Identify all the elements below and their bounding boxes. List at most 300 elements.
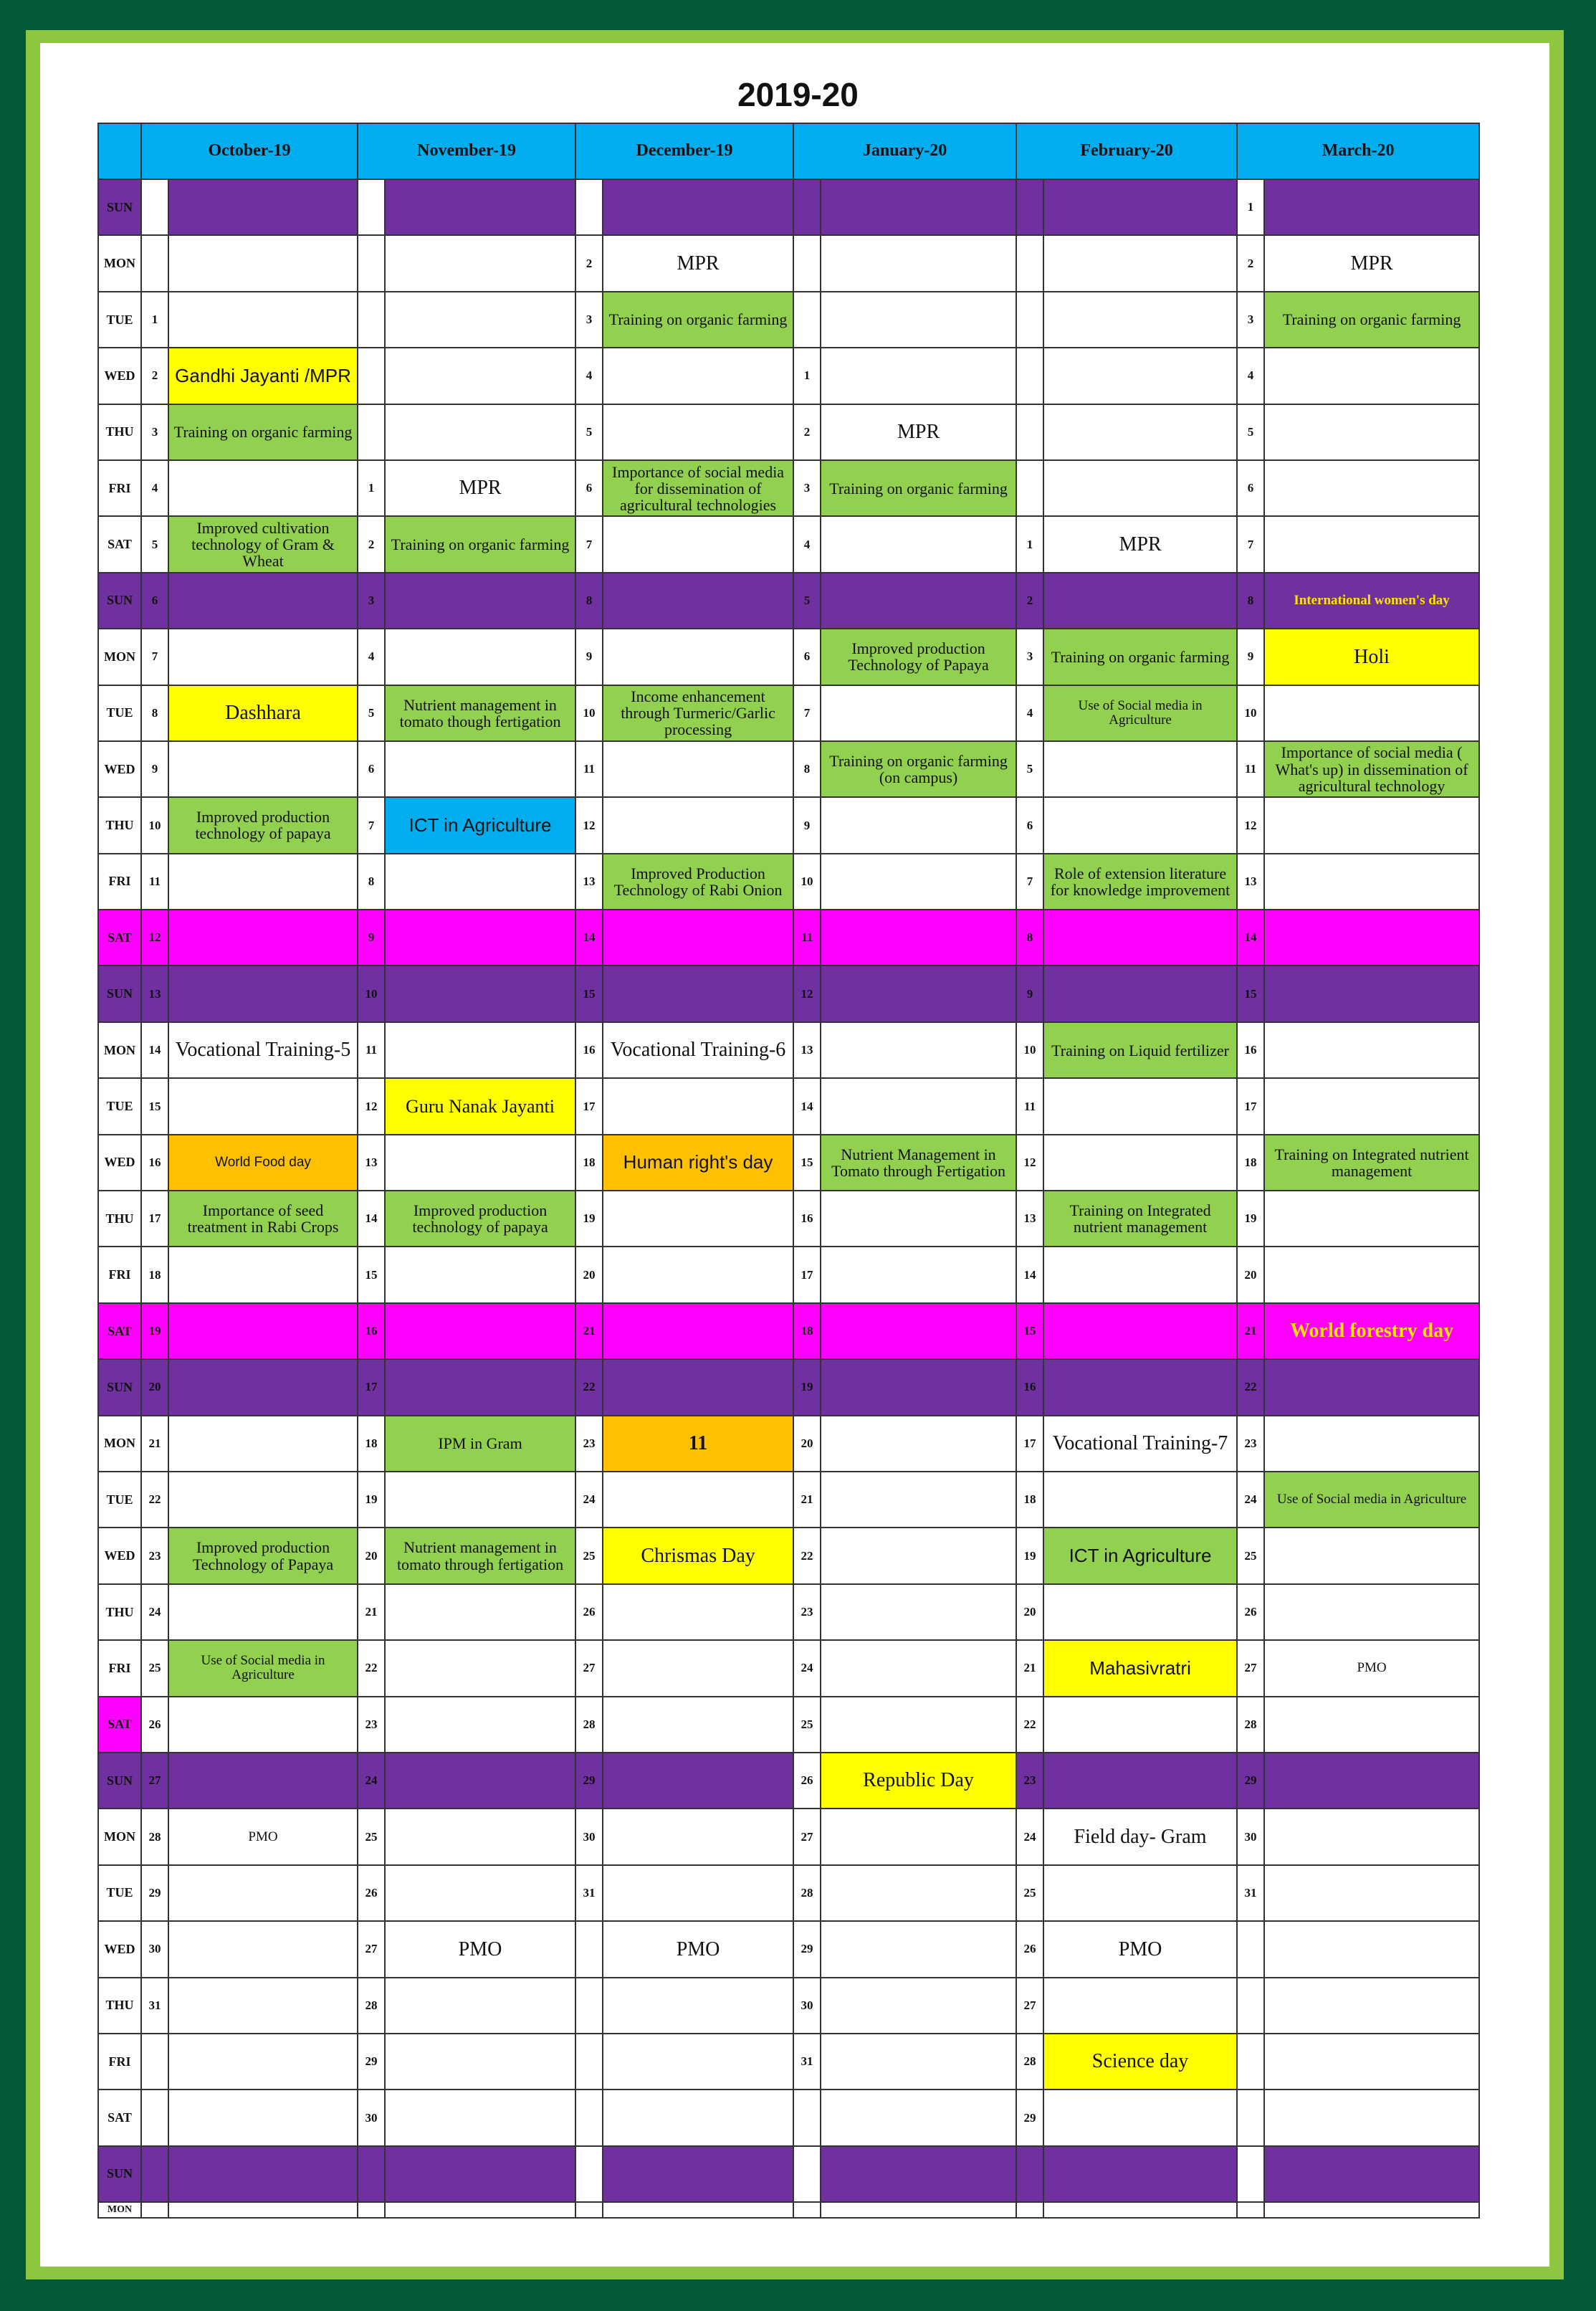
- day-row: [98, 1472, 1479, 1528]
- date-number: [1237, 2090, 1264, 2145]
- weekday-label: TUE: [98, 1472, 141, 1528]
- weekday-label: WED: [98, 741, 141, 797]
- date-number: [358, 179, 385, 235]
- weekday-label: TUE: [98, 1865, 141, 1921]
- empty-cell: [168, 1078, 358, 1134]
- day-row: [98, 966, 1479, 1021]
- empty-cell: [821, 854, 1016, 910]
- date-number: 26: [793, 1753, 821, 1809]
- empty-cell: [821, 797, 1016, 853]
- empty-cell: [168, 460, 358, 516]
- date-number: 13: [1237, 854, 1264, 910]
- empty-cell: [385, 1135, 575, 1191]
- date-number: 20: [358, 1528, 385, 1583]
- day-row: [98, 1978, 1479, 2034]
- date-number: 30: [793, 1978, 821, 2034]
- date-number: 18: [575, 1135, 603, 1191]
- empty-cell: [168, 573, 358, 629]
- empty-cell: [168, 2090, 358, 2145]
- date-number: 21: [141, 1416, 168, 1472]
- event-cell: World Food day: [168, 1135, 358, 1191]
- empty-cell: [821, 1416, 1016, 1472]
- day-row: [98, 797, 1479, 853]
- empty-cell: [1043, 1584, 1237, 1640]
- date-number: 9: [358, 910, 385, 966]
- weekday-label: SAT: [98, 516, 141, 572]
- empty-cell: [1043, 1135, 1237, 1191]
- empty-cell: [385, 966, 575, 1021]
- day-row: [98, 2090, 1479, 2145]
- empty-cell: [821, 2034, 1016, 2090]
- month-header: October-19: [141, 123, 358, 179]
- event-cell: Use of Social media in Agriculture: [1264, 1472, 1479, 1528]
- empty-cell: [821, 910, 1016, 966]
- date-number: 19: [575, 1191, 603, 1247]
- empty-cell: [168, 1921, 358, 1977]
- date-number: 16: [1016, 1359, 1043, 1415]
- date-number: 3: [358, 573, 385, 629]
- empty-cell: [603, 1640, 793, 1696]
- event-cell: Gandhi Jayanti /MPR: [168, 348, 358, 404]
- weekday-label: MON: [98, 629, 141, 685]
- date-number: 10: [141, 797, 168, 853]
- empty-cell: [1264, 516, 1479, 572]
- empty-cell: [385, 1303, 575, 1359]
- empty-cell: [603, 2090, 793, 2145]
- date-number: 15: [141, 1078, 168, 1134]
- date-number: 28: [575, 1697, 603, 1753]
- date-number: 29: [358, 2034, 385, 2090]
- day-row: [98, 2034, 1479, 2090]
- event-cell: Improved production technology of papaya: [385, 1191, 575, 1247]
- day-row: [98, 1697, 1479, 1753]
- date-number: 12: [141, 910, 168, 966]
- date-number: 25: [575, 1528, 603, 1583]
- day-row: [98, 1135, 1479, 1191]
- date-number: 4: [575, 348, 603, 404]
- empty-cell: [821, 1359, 1016, 1415]
- date-number: 8: [793, 741, 821, 797]
- empty-cell: [385, 1865, 575, 1921]
- empty-cell: [1264, 1978, 1479, 2034]
- event-cell: Guru Nanak Jayanti: [385, 1078, 575, 1134]
- day-row: [98, 404, 1479, 460]
- day-row: [98, 854, 1479, 910]
- date-number: 26: [141, 1697, 168, 1753]
- empty-cell: [385, 1640, 575, 1696]
- date-number: 1: [358, 460, 385, 516]
- date-number: 19: [1237, 1191, 1264, 1247]
- weekday-label: SUN: [98, 2146, 141, 2202]
- empty-cell: [1043, 2202, 1237, 2218]
- empty-cell: [821, 1528, 1016, 1583]
- date-number: 24: [141, 1584, 168, 1640]
- date-number: 2: [1237, 235, 1264, 291]
- date-number: 17: [793, 1247, 821, 1302]
- date-number: 16: [575, 1022, 603, 1078]
- event-cell: [168, 179, 358, 235]
- date-number: 18: [1016, 1472, 1043, 1528]
- empty-cell: [1043, 1865, 1237, 1921]
- date-number: 29: [575, 1753, 603, 1809]
- event-cell: Importance of seed treatment in Rabi Crops: [168, 1191, 358, 1247]
- date-number: 5: [575, 404, 603, 460]
- empty-cell: [1264, 1247, 1479, 1302]
- empty-cell: [1043, 292, 1237, 348]
- date-number: 26: [358, 1865, 385, 1921]
- weekday-label: MON: [98, 235, 141, 291]
- date-number: 6: [1237, 460, 1264, 516]
- event-cell: Improved production Technology of Papaya: [168, 1528, 358, 1583]
- event-cell: Mahasivratri: [1043, 1640, 1237, 1696]
- date-number: 10: [1237, 685, 1264, 741]
- weekday-label: FRI: [98, 2034, 141, 2090]
- date-number: [1016, 348, 1043, 404]
- date-number: 10: [793, 854, 821, 910]
- empty-cell: [168, 629, 358, 685]
- date-number: 15: [793, 1135, 821, 1191]
- weekday-label: MON: [98, 1416, 141, 1472]
- date-number: 7: [141, 629, 168, 685]
- date-number: 6: [575, 460, 603, 516]
- date-number: 21: [793, 1472, 821, 1528]
- date-number: 16: [141, 1135, 168, 1191]
- date-number: 13: [1016, 1191, 1043, 1247]
- date-number: 18: [358, 1416, 385, 1472]
- weekday-label: SAT: [98, 910, 141, 966]
- empty-cell: [168, 1472, 358, 1528]
- date-number: 14: [1237, 910, 1264, 966]
- empty-cell: [1043, 235, 1237, 291]
- empty-cell: [385, 1697, 575, 1753]
- event-cell: MPR: [1043, 516, 1237, 572]
- empty-cell: [385, 854, 575, 910]
- date-number: 20: [141, 1359, 168, 1415]
- date-number: 21: [575, 1303, 603, 1359]
- date-number: 30: [141, 1921, 168, 1977]
- date-number: 26: [1237, 1584, 1264, 1640]
- empty-cell: [603, 1697, 793, 1753]
- day-row: [98, 685, 1479, 741]
- empty-cell: [603, 348, 793, 404]
- empty-cell: [1264, 1584, 1479, 1640]
- weekday-label: WED: [98, 1921, 141, 1977]
- empty-cell: [1264, 2202, 1479, 2218]
- date-number: [358, 348, 385, 404]
- date-number: [358, 292, 385, 348]
- date-number: [793, 2146, 821, 2202]
- date-number: 13: [575, 854, 603, 910]
- date-number: [793, 292, 821, 348]
- date-number: 2: [1016, 573, 1043, 629]
- empty-cell: [1043, 2090, 1237, 2145]
- date-number: 4: [1016, 685, 1043, 741]
- day-row: [98, 1416, 1479, 1472]
- date-number: [141, 2034, 168, 2090]
- date-number: 19: [793, 1359, 821, 1415]
- date-number: 29: [1237, 1753, 1264, 1809]
- empty-cell: [385, 1359, 575, 1415]
- empty-cell: [1264, 685, 1479, 741]
- event-cell: Dashhara: [168, 685, 358, 741]
- date-number: 15: [1237, 966, 1264, 1021]
- empty-cell: [1043, 910, 1237, 966]
- empty-cell: [603, 741, 793, 797]
- date-number: 31: [575, 1865, 603, 1921]
- event-cell: PMO: [1043, 1921, 1237, 1977]
- page-title: 2019-20: [737, 76, 859, 113]
- empty-cell: [385, 2034, 575, 2090]
- empty-cell: [821, 1809, 1016, 1864]
- empty-cell: [603, 1359, 793, 1415]
- empty-cell: [1264, 1416, 1479, 1472]
- date-number: [575, 1978, 603, 2034]
- date-number: 20: [1016, 1584, 1043, 1640]
- empty-cell: [1043, 573, 1237, 629]
- date-number: 14: [793, 1078, 821, 1134]
- date-number: [1016, 292, 1043, 348]
- empty-cell: [168, 235, 358, 291]
- weekday-label: FRI: [98, 1640, 141, 1696]
- weekday-label: THU: [98, 1191, 141, 1247]
- event-cell: Importance of social media ( What's up) in dissemination of agricultural technology: [1264, 741, 1479, 797]
- date-number: [1016, 179, 1043, 235]
- date-number: 19: [358, 1472, 385, 1528]
- empty-cell: [168, 2146, 358, 2202]
- date-number: 27: [141, 1753, 168, 1809]
- date-number: 23: [575, 1416, 603, 1472]
- event-cell: Nutrient management in tomato through fertigation: [385, 1528, 575, 1583]
- empty-cell: [168, 1416, 358, 1472]
- empty-cell: [603, 629, 793, 685]
- date-number: 22: [358, 1640, 385, 1696]
- empty-cell: [1264, 2146, 1479, 2202]
- empty-cell: [1043, 1359, 1237, 1415]
- date-number: 24: [575, 1472, 603, 1528]
- date-number: 7: [575, 516, 603, 572]
- date-number: 9: [793, 797, 821, 853]
- empty-cell: [821, 1697, 1016, 1753]
- date-number: 11: [141, 854, 168, 910]
- event-cell: Improved Production Technology of Rabi Onion: [603, 854, 793, 910]
- day-row: [98, 910, 1479, 966]
- month-header-row: [98, 123, 1479, 179]
- date-number: 19: [1016, 1528, 1043, 1583]
- empty-cell: [168, 1865, 358, 1921]
- event-cell: Training on organic farming: [603, 292, 793, 348]
- weekday-label: MON: [98, 1022, 141, 1078]
- empty-cell: [1043, 1247, 1237, 1302]
- empty-cell: [1264, 460, 1479, 516]
- empty-cell: [168, 741, 358, 797]
- empty-cell: [168, 1247, 358, 1302]
- event-cell: PMO: [385, 1921, 575, 1977]
- empty-cell: [1264, 1078, 1479, 1134]
- event-cell: Training on organic farming: [821, 460, 1016, 516]
- date-number: 3: [793, 460, 821, 516]
- date-number: 23: [1016, 1753, 1043, 1809]
- event-cell: MPR: [603, 235, 793, 291]
- date-number: [793, 179, 821, 235]
- empty-cell: [603, 1247, 793, 1302]
- date-number: 31: [1237, 1865, 1264, 1921]
- month-header: February-20: [1016, 123, 1237, 179]
- date-number: [575, 2090, 603, 2145]
- empty-cell: [385, 348, 575, 404]
- empty-cell: [821, 292, 1016, 348]
- date-number: 31: [141, 1978, 168, 2034]
- date-number: 16: [358, 1303, 385, 1359]
- date-number: 7: [358, 797, 385, 853]
- date-number: 12: [793, 966, 821, 1021]
- date-number: 1: [1016, 516, 1043, 572]
- date-number: 8: [575, 573, 603, 629]
- empty-cell: [168, 910, 358, 966]
- date-number: 18: [1237, 1135, 1264, 1191]
- day-row: [98, 292, 1479, 348]
- date-number: 7: [1237, 516, 1264, 572]
- date-number: 24: [793, 1640, 821, 1696]
- date-number: 25: [358, 1809, 385, 1864]
- empty-cell: [821, 516, 1016, 572]
- date-number: 22: [141, 1472, 168, 1528]
- empty-cell: [603, 1303, 793, 1359]
- date-number: 7: [1016, 854, 1043, 910]
- date-number: 14: [141, 1022, 168, 1078]
- event-cell: Use of Social media in Agriculture: [1043, 685, 1237, 741]
- weekday-label: WED: [98, 1135, 141, 1191]
- weekday-label: SAT: [98, 1303, 141, 1359]
- date-number: 3: [1237, 292, 1264, 348]
- day-row: [98, 1809, 1479, 1864]
- empty-cell: [603, 1191, 793, 1247]
- empty-cell: [1043, 1753, 1237, 1809]
- empty-cell: [1043, 1303, 1237, 1359]
- day-row: [98, 348, 1479, 404]
- empty-cell: [821, 2146, 1016, 2202]
- empty-cell: [1264, 1528, 1479, 1583]
- date-number: 9: [1016, 966, 1043, 1021]
- empty-cell: [603, 1584, 793, 1640]
- empty-cell: [603, 2034, 793, 2090]
- date-number: [1016, 2202, 1043, 2218]
- date-number: 1: [1237, 179, 1264, 235]
- date-number: 29: [141, 1865, 168, 1921]
- day-row: [98, 573, 1479, 629]
- empty-cell: [1264, 348, 1479, 404]
- empty-cell: [1264, 1022, 1479, 1078]
- empty-cell: [603, 1978, 793, 2034]
- date-number: 1: [141, 292, 168, 348]
- date-number: 5: [793, 573, 821, 629]
- empty-cell: [603, 2202, 793, 2218]
- date-number: [358, 235, 385, 291]
- event-cell: Holi: [1264, 629, 1479, 685]
- empty-cell: [1043, 404, 1237, 460]
- date-number: 29: [1016, 2090, 1043, 2145]
- empty-cell: [1264, 797, 1479, 853]
- event-cell: MPR: [385, 460, 575, 516]
- date-number: 12: [358, 1078, 385, 1134]
- date-number: [141, 2202, 168, 2218]
- event-cell: Human right's day: [603, 1135, 793, 1191]
- empty-cell: [1264, 2034, 1479, 2090]
- event-cell: Training on organic farming (on campus): [821, 741, 1016, 797]
- day-row: [98, 2146, 1479, 2202]
- empty-cell: [385, 910, 575, 966]
- date-number: 26: [575, 1584, 603, 1640]
- event-cell: [1264, 179, 1479, 235]
- date-number: 30: [575, 1809, 603, 1864]
- date-number: 11: [793, 910, 821, 966]
- date-number: 14: [358, 1191, 385, 1247]
- empty-cell: [821, 1921, 1016, 1977]
- event-cell: ICT in Agriculture: [385, 797, 575, 853]
- date-number: 10: [575, 685, 603, 741]
- date-number: 14: [1016, 1247, 1043, 1302]
- date-number: [575, 1921, 603, 1977]
- day-row: [98, 1359, 1479, 1415]
- date-number: [1016, 2146, 1043, 2202]
- event-cell: Training on organic farming: [1264, 292, 1479, 348]
- weekday-label: FRI: [98, 460, 141, 516]
- date-number: 27: [793, 1809, 821, 1864]
- weekday-label: SUN: [98, 1359, 141, 1415]
- event-cell: ICT in Agriculture: [1043, 1528, 1237, 1583]
- event-cell: Role of extension literature for knowledge improvement: [1043, 854, 1237, 910]
- weekday-label: THU: [98, 1584, 141, 1640]
- event-cell: Vocational Training-5: [168, 1022, 358, 1078]
- empty-cell: [821, 2202, 1016, 2218]
- empty-cell: [1043, 1978, 1237, 2034]
- date-number: 14: [575, 910, 603, 966]
- empty-cell: [821, 1865, 1016, 1921]
- day-row: [98, 1921, 1479, 1977]
- date-number: [1237, 1921, 1264, 1977]
- date-number: 31: [793, 2034, 821, 2090]
- empty-cell: [603, 404, 793, 460]
- date-number: 18: [793, 1303, 821, 1359]
- event-cell: PMO: [1264, 1640, 1479, 1696]
- event-cell: Training on organic farming: [168, 404, 358, 460]
- empty-cell: [603, 1078, 793, 1134]
- empty-cell: [603, 1865, 793, 1921]
- date-number: 9: [141, 741, 168, 797]
- header-corner: [98, 123, 141, 179]
- empty-cell: [603, 573, 793, 629]
- date-number: 30: [358, 2090, 385, 2145]
- empty-cell: [385, 1472, 575, 1528]
- event-cell: World forestry day: [1264, 1303, 1479, 1359]
- date-number: 12: [1237, 797, 1264, 853]
- date-number: 22: [1237, 1359, 1264, 1415]
- date-number: 15: [1016, 1303, 1043, 1359]
- date-number: 3: [1016, 629, 1043, 685]
- empty-cell: [821, 1472, 1016, 1528]
- empty-cell: [385, 235, 575, 291]
- date-number: [141, 2146, 168, 2202]
- day-row: [98, 1640, 1479, 1696]
- empty-cell: [168, 1303, 358, 1359]
- date-number: [793, 235, 821, 291]
- empty-cell: [1264, 966, 1479, 1021]
- empty-cell: [385, 404, 575, 460]
- date-number: 25: [793, 1697, 821, 1753]
- date-number: 27: [1016, 1978, 1043, 2034]
- date-number: 24: [1016, 1809, 1043, 1864]
- empty-cell: [1043, 797, 1237, 853]
- weekday-label: THU: [98, 404, 141, 460]
